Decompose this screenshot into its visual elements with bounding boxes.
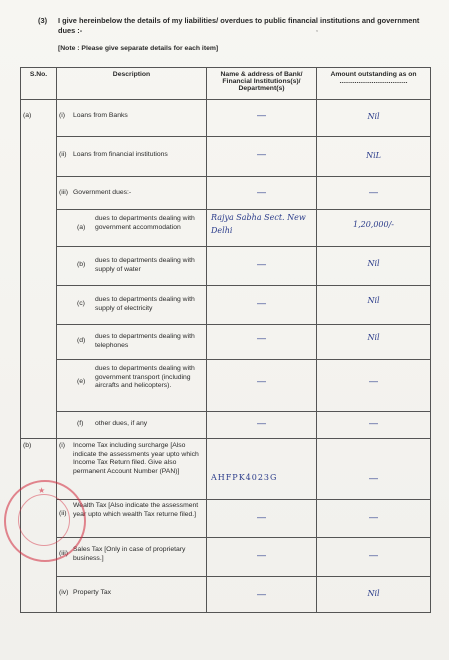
row-description: dues to departments dealing with telephones [95,333,195,349]
row-label: (ii) [59,151,67,158]
name-value: — [257,298,266,308]
name-value: — [257,149,266,159]
table-row [21,439,431,500]
table-row [21,247,431,286]
name-value: — [257,333,266,343]
pan-value: AHFPK4023G [211,473,278,482]
instruction-note: [Note : Please give separate details for each item] [58,45,219,52]
row-label: (i) [59,112,66,119]
row-description: Loans from financial institutions [73,151,168,158]
name-value: — [257,512,266,522]
row-description: dues to departments dealing with supply of water [95,257,195,273]
amount-value: — [369,418,378,428]
row-label: (iii) [59,550,69,557]
row-description: dues to departments dealing with government transport (including aircrafts and helicopters). [95,365,195,390]
table-row [21,286,431,325]
amount-value: Nil [367,333,380,342]
amount-value: Nil [367,259,380,268]
table-row [21,210,431,247]
section-number: (3) [38,16,48,25]
name-value: — [257,376,266,386]
row-description: other dues, if any [95,420,148,427]
table-row [21,325,431,360]
row-description: Wealth Tax [Also indicate the assessment year upto which wealth Tax returne filed.] [73,502,199,518]
amount-value: Nil [367,589,380,598]
header-sno: S.No. [21,68,57,100]
header-amount: Amount outstanding as on .................................... [317,68,431,100]
header-description: Description [57,68,207,100]
row-description: dues to departments dealing with supply of electricity [95,296,195,312]
amount-value: — [369,473,378,483]
amount-value: — [369,550,378,560]
name-value: — [257,550,266,560]
table-row [21,177,431,210]
amount-value: Nil [367,296,380,305]
row-description: Income Tax including surcharge [Also indicate the assessments year upto which Income Tax Return filed. Give also permanent Account Number (PAN)] [73,442,199,475]
amount-value: — [369,512,378,522]
row-description: Sales Tax [Only in case of proprietary business.] [73,546,186,562]
name-value: — [257,589,266,599]
row-description: Loans from Banks [73,112,128,119]
table-row [21,100,431,137]
amount-value: — [369,187,378,197]
row-label: (iv) [59,589,69,596]
name-value: Rajya Sabha Sect. New Delhi [211,213,306,235]
row-label: (e) [77,378,86,385]
table-row [21,412,431,439]
section-heading-text: I give hereinbelow the details of my liabilities/ overdues to public financial institutions and government dues :- [58,16,420,35]
name-value: — [257,259,266,269]
table-row [21,577,431,613]
seal-inner-ring [18,494,70,546]
pen-mark: , [316,26,318,33]
row-label: (i) [59,442,66,449]
amount-value: 1,20,000/- [352,220,395,229]
row-label: (d) [77,337,86,344]
name-value: — [257,187,266,197]
row-label: (iii) [59,189,69,196]
table-header-row [21,68,431,100]
row-description: Property Tax [73,589,112,596]
row-description: Government dues:- [73,189,132,196]
row-description: dues to departments dealing with government accommodation [95,215,195,231]
table-row [21,538,431,577]
amount-value: NiL [366,151,381,160]
row-label: (a) [77,224,86,231]
seal-star-icon: ★ [38,486,46,495]
row-label: (b) [77,261,86,268]
official-seal-stamp [4,480,86,562]
table-row [21,137,431,177]
row-label: (f) [77,420,84,427]
row-label: (c) [77,300,85,307]
amount-value: — [369,376,378,386]
row-group-label: (b) [21,439,57,613]
name-value: — [257,110,266,120]
row-group-label: (a) [21,100,57,439]
amount-value: Nil [367,112,380,121]
header-name-address: Name & address of Bank/ Financial Institutions(s)/ Department(s) [207,68,317,100]
row-label: (ii) [59,510,67,517]
name-value: — [257,418,266,428]
table-row [21,360,431,412]
